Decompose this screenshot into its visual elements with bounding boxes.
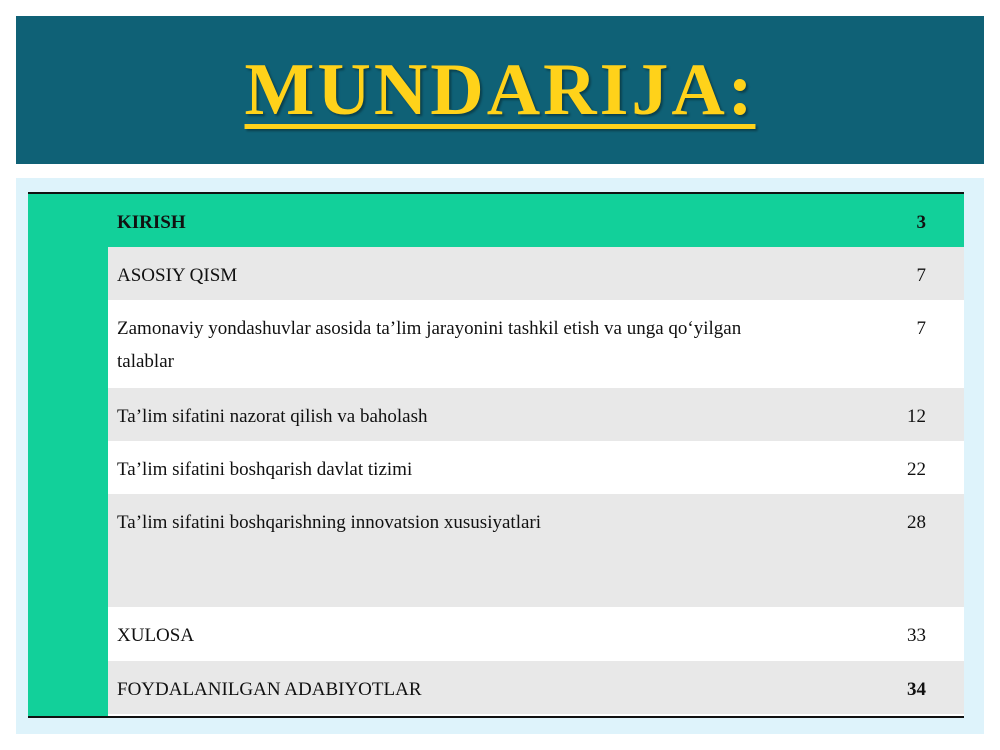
toc-title: Zamonaviy yondashuvlar asosida ta’lim jarayonini tashkil etish va unga qo‘yilgan talablar <box>117 318 742 373</box>
toc-page: 28 <box>907 512 926 533</box>
toc-row <box>28 194 964 247</box>
toc-page: 7 <box>916 318 926 339</box>
toc-page: 33 <box>907 625 926 646</box>
toc-row <box>108 388 964 441</box>
toc-row <box>108 441 964 494</box>
toc-title: Ta’lim sifatini nazorat qilish va baholash <box>117 406 428 427</box>
title-banner <box>16 16 984 164</box>
toc-row <box>108 661 964 714</box>
toc-title: Ta’lim sifatini boshqarish davlat tizimi <box>117 459 413 480</box>
toc-page: 3 <box>916 212 926 233</box>
accent-stripe <box>28 194 108 716</box>
toc-page: 7 <box>916 265 926 286</box>
toc-page: 34 <box>907 679 926 700</box>
toc-title: XULOSA <box>117 625 195 646</box>
toc-title: KIRISH <box>117 212 186 233</box>
toc-row <box>108 494 964 607</box>
toc-page: 22 <box>907 459 926 480</box>
toc-row <box>108 300 964 388</box>
toc-row <box>108 607 964 661</box>
toc-row <box>108 247 964 300</box>
toc-title: FOYDALANILGAN ADABIYOTLAR <box>117 679 422 700</box>
table-of-contents <box>28 192 964 718</box>
toc-title: ASOSIY QISM <box>117 265 238 286</box>
page-title: MUNDARIJA: <box>244 48 756 131</box>
toc-title: Ta’lim sifatini boshqarishning innovatsion xususiyatlari <box>117 512 542 533</box>
toc-page: 12 <box>907 406 926 427</box>
